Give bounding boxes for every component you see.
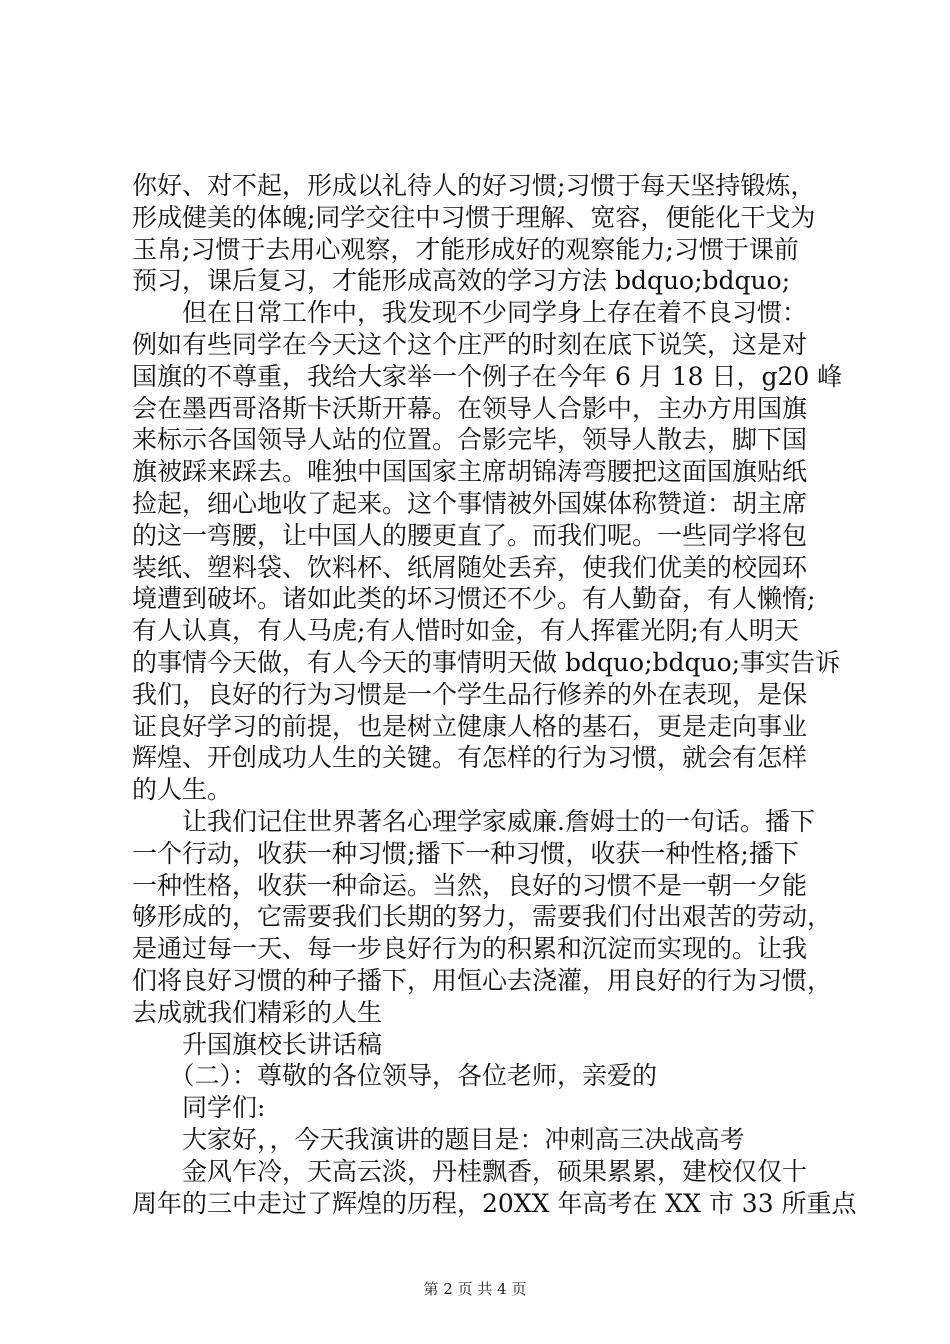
text-line: 的事情今天做，有人今天的事情明天做 bdquo;bdquo;事实告诉	[132, 647, 841, 677]
text-line: 的人生。	[132, 775, 233, 805]
text-line: 一种性格，收获一种命运。当然，良好的习惯不是一朝一夕能	[132, 870, 808, 900]
text-line: 会在墨西哥洛斯卡沃斯开幕。在领导人合影中，主办方用国旗	[132, 393, 808, 423]
text-line: 来标示各国领导人站的位置。合影完毕，领导人散去，脚下国	[132, 425, 808, 455]
text-line: 让我们记住世界著名心理学家威廉.詹姆士的一句话。播下	[132, 806, 815, 836]
text-line: 同学们:	[132, 1093, 266, 1123]
text-line: （二）：尊敬的各位领导，各位老师，亲爱的	[132, 1061, 658, 1091]
text-line: 的这一弯腰，让中国人的腰更直了。而我们呢。一些同学将包	[132, 520, 808, 550]
text-line: 去成就我们精彩的人生	[132, 997, 383, 1027]
text-line: 国旗的不尊重，我给大家举一个例子在今年 6 月 18 日，g20 峰	[132, 361, 843, 391]
text-line: 我们，良好的行为习惯是一个学生品行修养的外在表现，是保	[132, 679, 808, 709]
text-line: 你好、对不起，形成以礼待人的好习惯;习惯于每天坚持锻炼，	[132, 171, 816, 200]
text-line: 玉帛;习惯于去用心观察，才能形成好的观察能力;习惯于课前	[132, 234, 799, 264]
page-number-footer: 第 2 页 共 4 页	[423, 1280, 527, 1298]
text-line: 是通过每一天、每一步良好行为的积累和沉淀而实现的。让我	[132, 934, 808, 964]
text-line: 一个行动，收获一种习惯;播下一种习惯，收获一种性格;播下	[132, 838, 799, 868]
text-line: 形成健美的体魄;同学交往中习惯于理解、宽容，便能化干戈为	[132, 202, 816, 232]
text-line: 境遭到破坏。诸如此类的坏习惯还不少。有人勤奋，有人懒惰;	[132, 584, 816, 614]
text-line: 捡起，细心地收了起来。这个事情被外国媒体称赞道：胡主席	[132, 488, 808, 518]
text-line: 大家好，，今天我演讲的题目是：冲刺高三决战高考	[132, 1124, 745, 1154]
text-line: 装纸、塑料袋、饮料杯、纸屑随处丢弃，使我们优美的校园环	[132, 552, 808, 582]
text-line: 但在日常工作中，我发现不少同学身上存在着不良习惯：	[132, 298, 808, 328]
text-line: 辉煌、开创成功人生的关键。有怎样的行为习惯，就会有怎样	[132, 743, 808, 773]
document-body	[132, 170, 857, 1219]
text-line: 预习，课后复习，才能形成高效的学习方法 bdquo;bdquo;	[132, 266, 791, 296]
text-line: 有人认真，有人马虎;有人惜时如金，有人挥霍光阴;有人明天	[132, 616, 799, 646]
text-line: 旗被踩来踩去。唯独中国国家主席胡锦涛弯腰把这面国旗贴纸	[132, 457, 808, 487]
text-line: 证良好学习的前提，也是树立健康人格的基石，更是走向事业	[132, 711, 808, 741]
text-line: 够形成的，它需要我们长期的努力，需要我们付出艰苦的劳动，	[132, 902, 833, 932]
text-line: 周年的三中走过了辉煌的历程，20XX 年高考在 XX 市 33 所重点	[132, 1188, 857, 1218]
text-line: 们将良好习惯的种子播下，用恒心去浇灌，用良好的行为习惯，	[132, 965, 833, 995]
text-line: 例如有些同学在今天这个这个庄严的时刻在底下说笑，这是对	[132, 329, 808, 359]
text-line: 金风乍冷，天高云淡，丹桂飘香，硕果累累，建校仅仅十	[132, 1156, 808, 1186]
section-title: 升国旗校长讲话稿	[132, 1029, 383, 1059]
